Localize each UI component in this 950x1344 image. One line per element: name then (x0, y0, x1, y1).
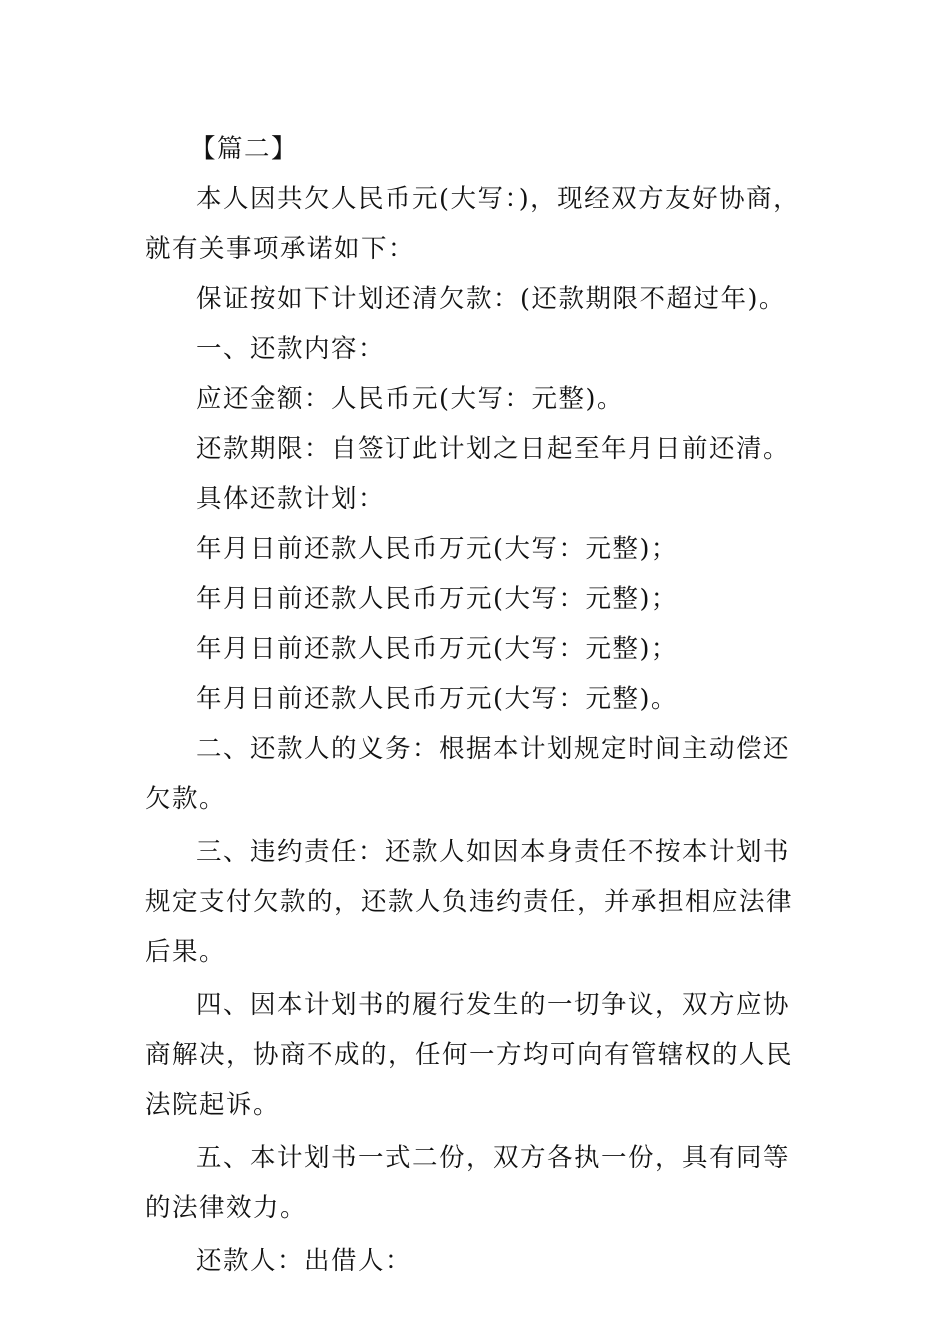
paragraph-guarantee: 保证按如下计划还清欠款：(还款期限不超过年)。 (196, 284, 786, 314)
plan-item: 年月日前还款人民币万元(大写：元整)； (196, 534, 678, 564)
document-page (145, 124, 810, 1286)
paragraph-amount: 应还金额：人民币元(大写：元整)。 (196, 384, 624, 414)
paragraph-dispute: 四、因本计划书的履行发生的一切争议，双方应协商解决，协商不成的，任何一方均可向有管辖权的人民法院起诉。 (145, 990, 794, 1120)
section-heading: 【篇二】 (190, 134, 299, 164)
paragraph-deadline: 还款期限：自签订此计划之日起至年月日前还清。 (196, 434, 791, 464)
paragraph-obligation: 二、还款人的义务：根据本计划规定时间主动偿还欠款。 (145, 734, 791, 814)
plan-item: 年月日前还款人民币万元(大写：元整)； (196, 584, 678, 614)
plan-item: 年月日前还款人民币万元(大写：元整)； (196, 634, 678, 664)
paragraph-repayment-content: 一、还款内容： (196, 334, 386, 364)
signature-line: 还款人：出借人： (196, 1246, 413, 1276)
plan-item: 年月日前还款人民币万元(大写：元整)。 (196, 684, 678, 714)
paragraph-intro: 本人因共欠人民币元(大写：)，现经双方友好协商，就有关事项承诺如下： (145, 184, 801, 264)
paragraph-liability: 三、违约责任：还款人如因本身责任不按本计划书规定支付欠款的，还款人负违约责任，并承担相应法律后果。 (145, 837, 794, 967)
paragraph-plan-title: 具体还款计划： (196, 484, 386, 514)
paragraph-copies: 五、本计划书一式二份，双方各执一份，具有同等的法律效力。 (145, 1143, 791, 1223)
